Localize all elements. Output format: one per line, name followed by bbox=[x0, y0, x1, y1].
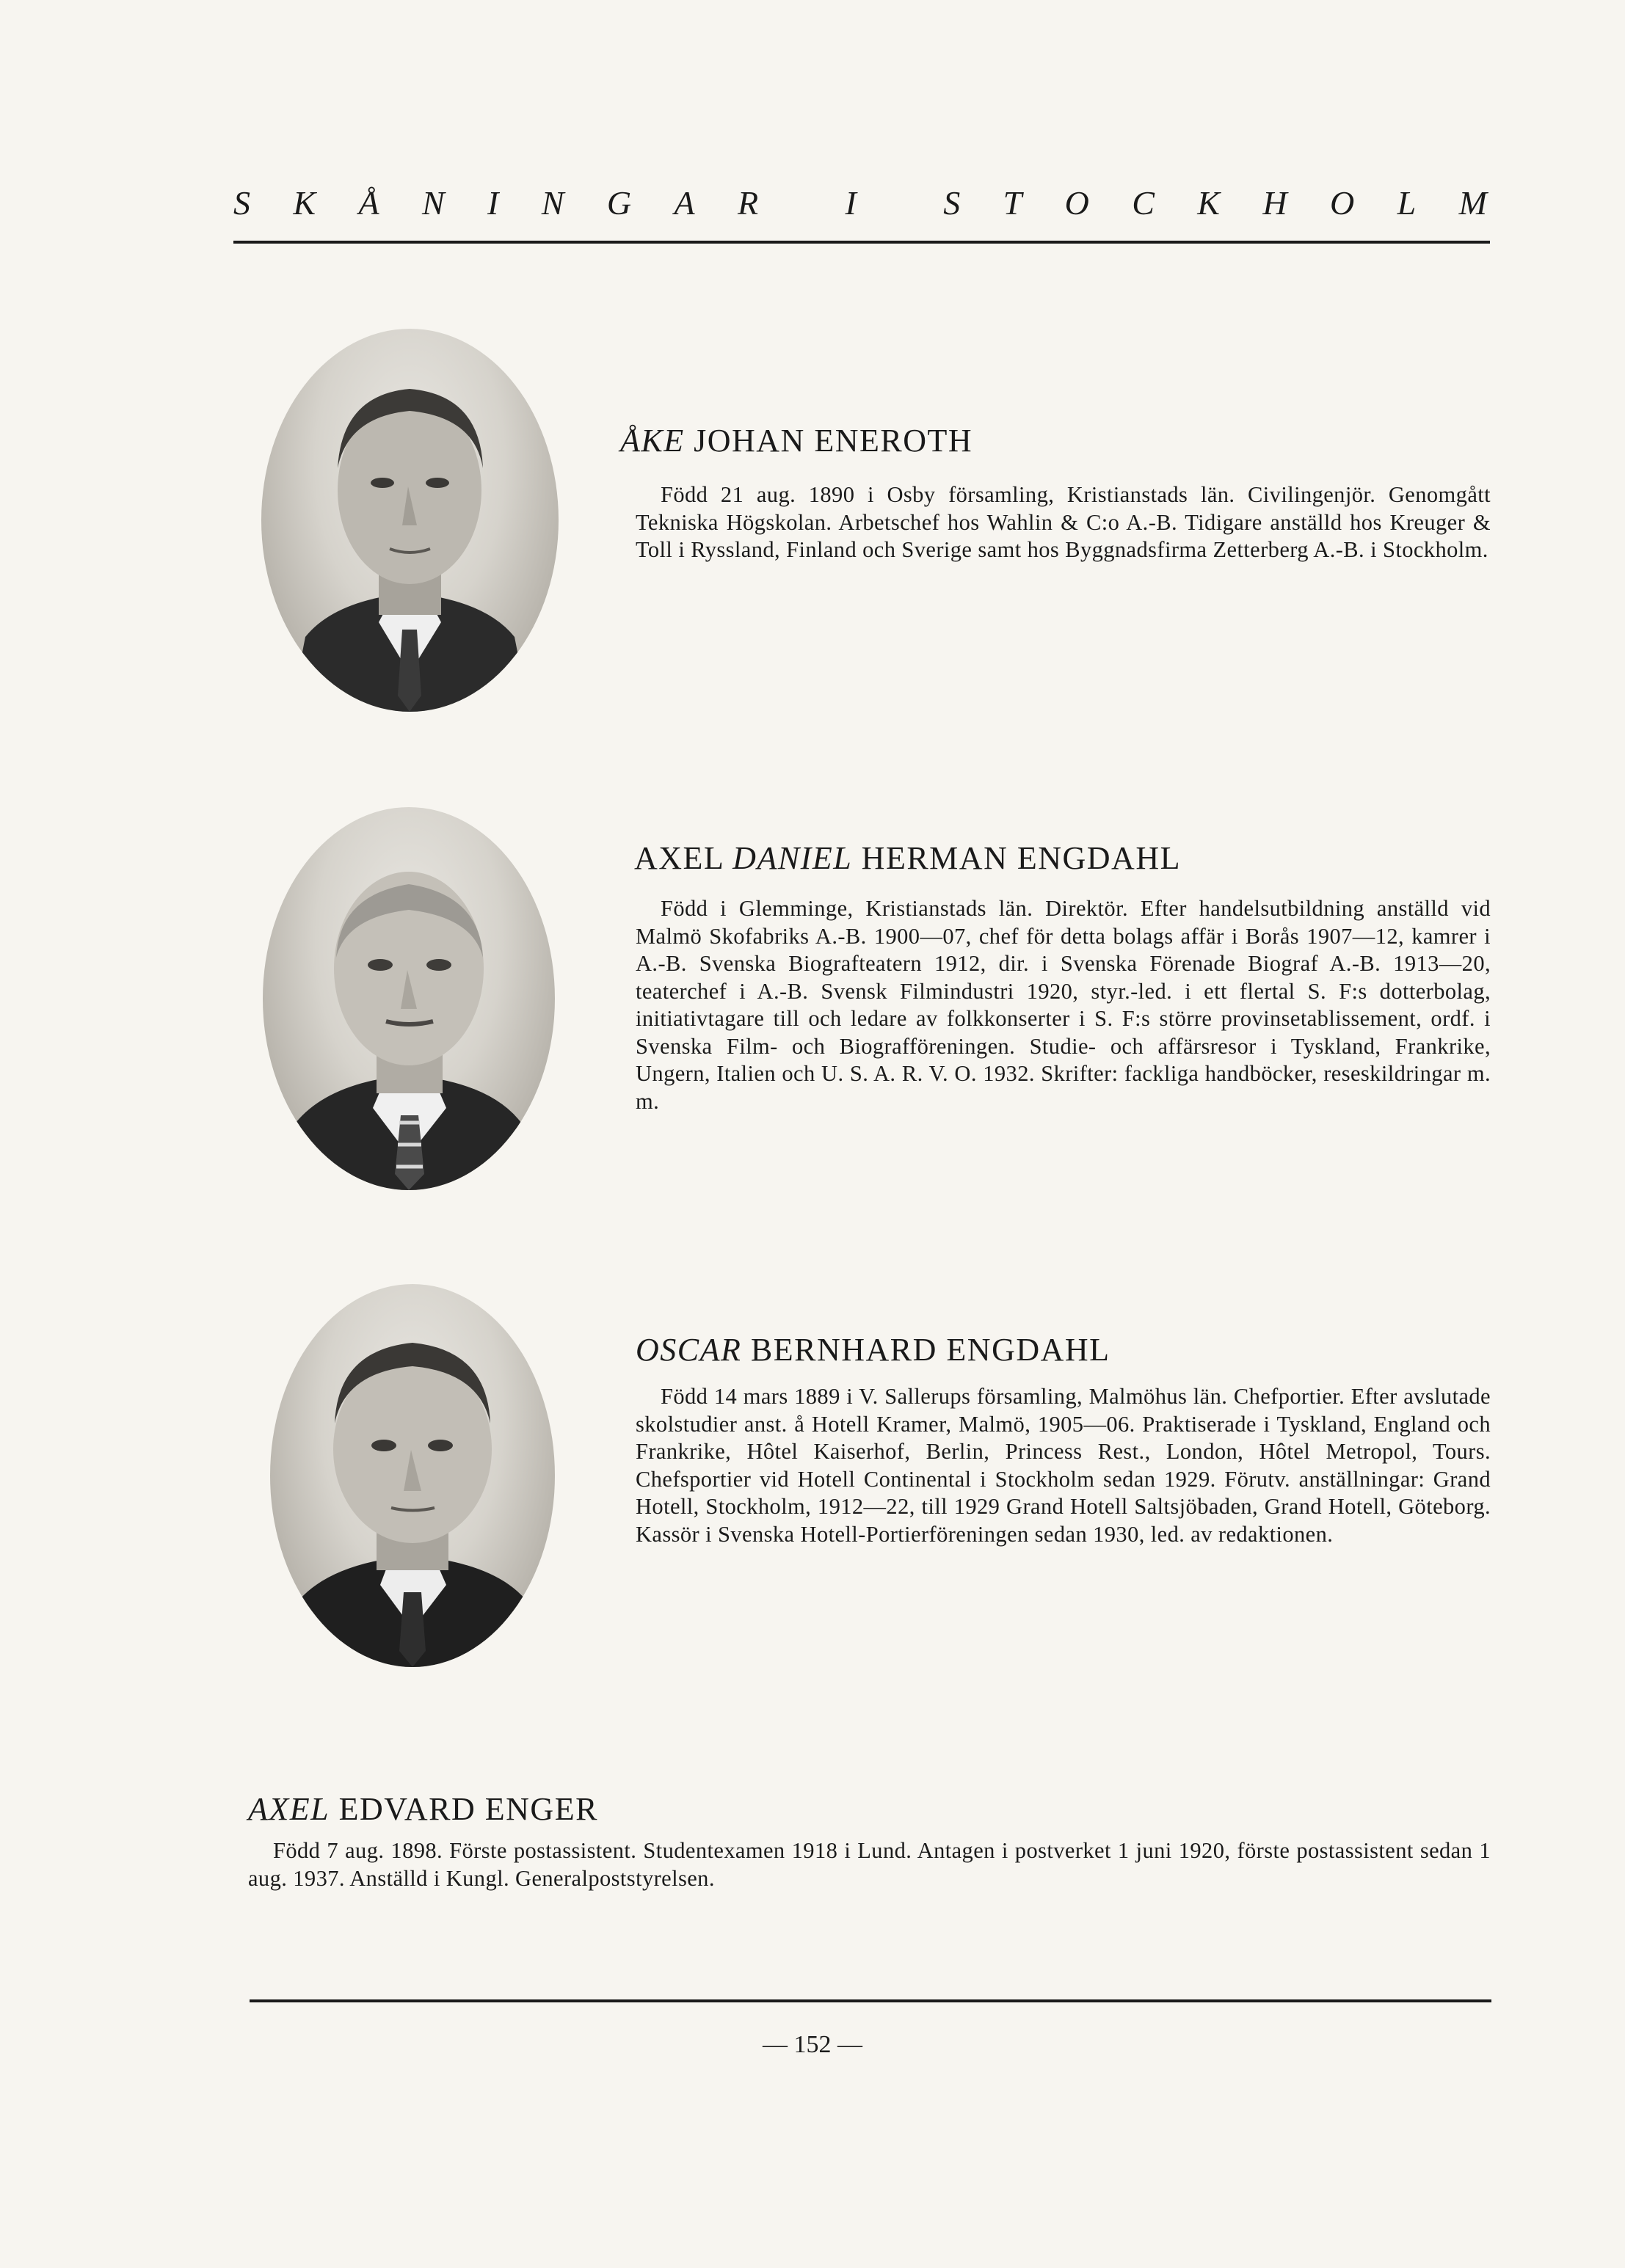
header-letter: G bbox=[606, 184, 633, 222]
person-name bbox=[620, 422, 973, 459]
person-bio: Född 21 aug. 1890 i Osby församling, Kristianstads län. Civilingenjör. Genomgått Tekniska Högskolan. Arbetschef hos Wahlin & C:o A.-B. Tidigare anställd hos Kreuger & Toll i Ryssland, Finland och Sverige samt hos Byggnadsfirma Zetterberg A.-B. i Stockholm. bbox=[636, 482, 1491, 562]
name-rest: HERMAN ENGDAHL bbox=[852, 840, 1181, 876]
header-letter: T bbox=[1003, 184, 1024, 222]
person-bio: Född 7 aug. 1898. Förste postassistent. Studentexamen 1918 i Lund. Antagen i postverket 1 juni 1920, förste postassistent sedan 1 aug. 1937. Anställd i Kungl. Generalpoststyrelsen. bbox=[248, 1838, 1491, 1891]
header-letter: O bbox=[1064, 184, 1091, 222]
portrait-photo bbox=[261, 329, 559, 712]
header-letter: N bbox=[421, 184, 446, 222]
name-italic: ÅKE bbox=[620, 423, 685, 459]
page-number: — 152 — bbox=[763, 2031, 862, 2058]
name-rest: JOHAN ENEROTH bbox=[684, 423, 973, 459]
person-name bbox=[634, 839, 1181, 877]
header-letter: R bbox=[737, 184, 760, 222]
name-rest: EDVARD ENGER bbox=[330, 1791, 598, 1827]
header-letter: K bbox=[1197, 184, 1221, 222]
running-header bbox=[233, 183, 1488, 222]
header-letter: N bbox=[541, 184, 566, 222]
header-letter: S bbox=[943, 184, 962, 222]
person-name bbox=[248, 1790, 598, 1828]
name-italic: AXEL bbox=[248, 1791, 330, 1827]
name-italic: DANIEL bbox=[732, 840, 853, 876]
header-letter: O bbox=[1329, 184, 1356, 222]
name-italic: OSCAR bbox=[636, 1332, 742, 1368]
header-letter: Å bbox=[358, 184, 381, 222]
header-letter: A bbox=[674, 184, 697, 222]
portrait-photo bbox=[263, 807, 555, 1190]
header-rule bbox=[233, 241, 1490, 244]
name-pre: AXEL bbox=[634, 840, 733, 876]
name-rest: BERNHARD ENGDAHL bbox=[741, 1332, 1110, 1368]
header-letter: K bbox=[293, 184, 318, 222]
header-letter: S bbox=[233, 184, 252, 222]
person-bio: Född i Glemminge, Kristianstads län. Direktör. Efter handelsutbildning anställd vid Malmö Skofabriks A.-B. 1900—07, chef för detta bolags affär i Borås 1907—12, kamrer i A.-B. Svenska Biografteatern 1912, dir. i Svenska Förenade Biograf A.-B. 1913—20, teaterchef i A.-B. Svensk Filmindustri 1920, styr.-led. i ett flertal S. F:s dotterbolag, initiativtagare till och ledare av folkkonserter i S. F:s större provinsetablissement, ordf. i Svenska Film- och Biografföreningen. Studie- och affärsresor i Tyskland, Frankrike, Ungern, Italien och U. S. A. R. V. O. 1932. Skrifter: fackliga handböcker, reseskildringar m. m. bbox=[636, 896, 1491, 1114]
portrait-photo bbox=[270, 1284, 555, 1667]
header-letter: C bbox=[1132, 184, 1156, 222]
person-bio: Född 14 mars 1889 i V. Sallerups församling, Malmöhus län. Chefportier. Efter avslutade skolstudier anst. å Hotell Kramer, Malmö, 1905—06. Praktiserade i Tyskland, England och Frankrike, Hôtel Kaiserhof, Berlin, Princess Rest., London, Hôtel Metropol, Tours. Chefsportier vid Hotell Continental i Stockholm sedan 1929. Förutv. anställningar: Grand Hotell, Stockholm, 1912—22, till 1929 Grand Hotell Saltsjöbaden, Grand Hotell, Göteborg. Kassör i Svenska Hotell-Portierföreningen sedan 1930, led. av redaktionen. bbox=[636, 1384, 1491, 1547]
header-letter: H bbox=[1262, 184, 1289, 222]
header-letter: I bbox=[845, 184, 858, 222]
header-letter: I bbox=[487, 184, 501, 222]
header-letter: M bbox=[1458, 184, 1488, 222]
footer-rule bbox=[250, 1999, 1491, 2002]
header-letter: L bbox=[1397, 184, 1418, 222]
person-name bbox=[636, 1331, 1110, 1368]
